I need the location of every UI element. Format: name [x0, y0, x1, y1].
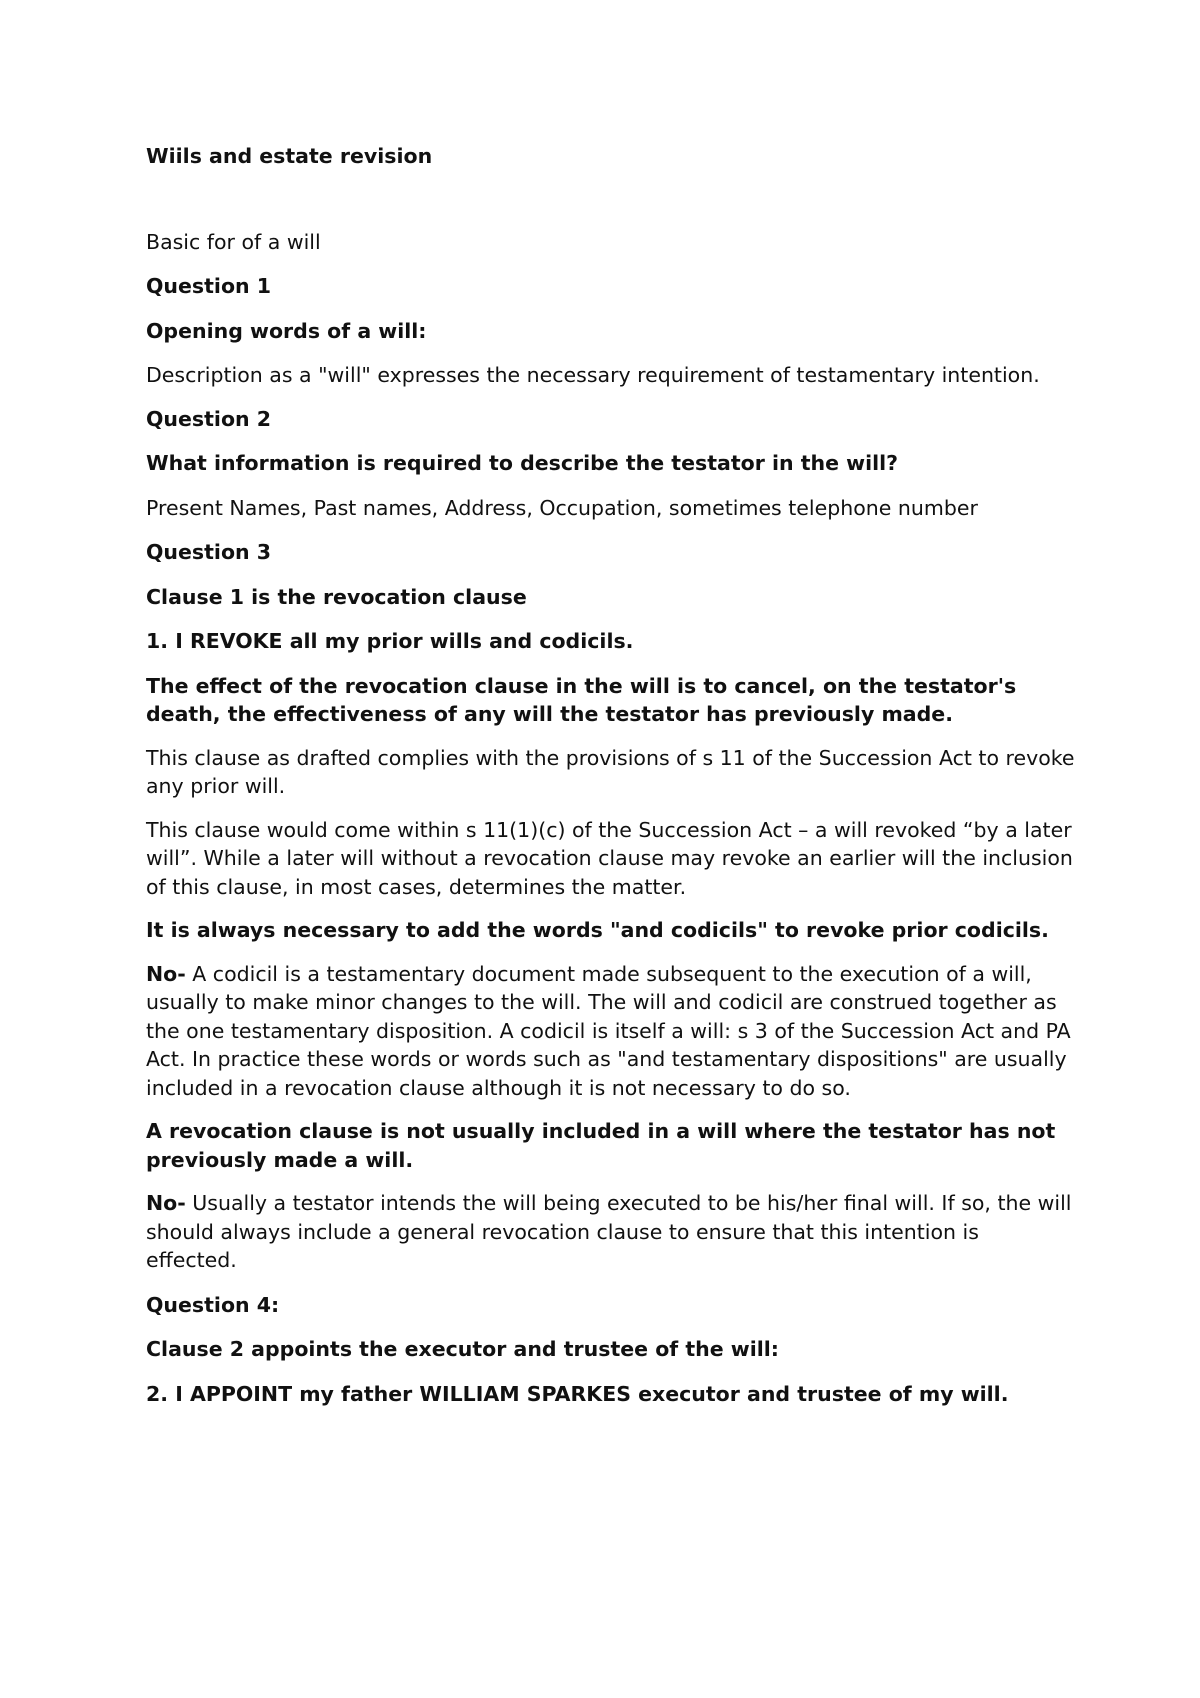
revocation-usual-answer-prefix: No-	[146, 1191, 186, 1215]
document-title: Wiils and estate revision	[146, 144, 433, 168]
codicils-answer-text: A codicil is a testamentary document made subsequent to the execution of a will, usually to make minor changes to the will. The will and codicil are construed together as the one testamentary disposition. A codicil is itself a will: s 3 of the Succession Act and PA Act. In practice these words or words such as "and testamentary dispositions" are usually included in a revocation clause although it is not necessary to do so.	[146, 961, 1071, 1100]
revocation-paragraph-1: This clause as drafted complies with the provisions of s 11 of the Succession Act to revoke any prior will.	[146, 745, 1075, 798]
revocation-paragraph-2: This clause would come within s 11(1)(c) of the Succession Act – a will revoked “by a later will”. While a later will without a revocation clause may revoke an earlier will the inclusion of this clause, in most cases, determines the matter.	[146, 817, 1073, 899]
revocation-usual-answer-text: Usually a testator intends the will being executed to be his/her final will. If so, the will should always include a general revocation clause to ensure that this intention is effected.	[146, 1191, 1072, 1272]
revocation-clause-text: 1. I REVOKE all my prior wills and codicils.	[146, 629, 634, 653]
question-1-label: Question 1	[146, 274, 272, 298]
document-subtitle: Basic for of a will	[146, 229, 321, 254]
codicils-answer-prefix: No-	[146, 961, 186, 986]
question-3-heading: Clause 1 is the revocation clause	[146, 584, 527, 609]
question-3-label: Question 3	[146, 540, 272, 564]
question-4-heading: Clause 2 appoints the executor and trustee of the will:	[146, 1337, 779, 1361]
question-2-heading: What information is required to describe the testator in the will?	[146, 451, 899, 475]
executor-clause-text: 2. I APPOINT my father WILLIAM SPARKES executor and trustee of my will.	[146, 1381, 1009, 1406]
revocation-effect-statement: The effect of the revocation clause in the will is to cancel, on the testator's death, the effectiveness of any will the testator has previously made.	[146, 673, 1017, 726]
question-1-answer: Description as a "will" expresses the necessary requirement of testamentary intention.	[146, 363, 1040, 387]
question-2-label: Question 2	[146, 406, 272, 431]
revocation-usual-statement: A revocation clause is not usually included in a will where the testator has not previously made a will.	[146, 1119, 1056, 1172]
document-page	[146, 142, 1076, 1408]
question-4-label: Question 4:	[146, 1292, 280, 1317]
question-1-heading: Opening words of a will:	[146, 318, 427, 343]
question-2-answer: Present Names, Past names, Address, Occupation, sometimes telephone number	[146, 495, 978, 520]
codicils-statement: It is always necessary to add the words "and codicils" to revoke prior codicils.	[146, 918, 1049, 942]
codicils-answer	[146, 960, 1076, 1103]
revocation-usual-answer	[146, 1189, 1076, 1275]
